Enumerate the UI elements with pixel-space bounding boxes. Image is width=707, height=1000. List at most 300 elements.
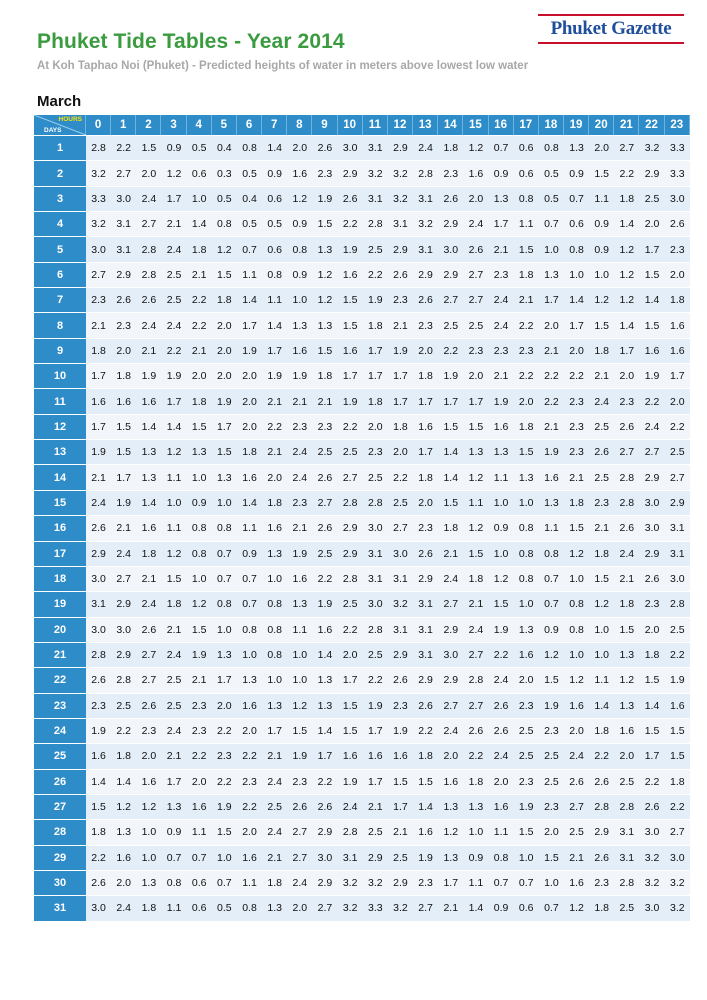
tide-height-cell: 2.4: [489, 287, 514, 312]
tide-height-cell: 1.1: [187, 819, 212, 844]
tide-height-cell: 1.0: [287, 287, 312, 312]
tide-height-cell: 3.1: [413, 617, 438, 642]
tide-height-cell: 0.5: [212, 186, 237, 211]
tide-height-cell: 1.6: [463, 160, 488, 185]
day-label: 19: [34, 591, 86, 616]
tide-height-cell: 1.6: [312, 617, 337, 642]
day-label: 1: [34, 135, 86, 160]
tide-height-cell: 2.8: [86, 135, 111, 160]
day-label: 27: [34, 794, 86, 819]
tide-height-cell: 2.8: [614, 490, 639, 515]
tide-height-cell: 3.1: [363, 541, 388, 566]
tide-height-cell: 2.6: [614, 515, 639, 540]
tide-height-cell: 3.0: [111, 617, 136, 642]
hour-header-15: 15: [463, 115, 488, 135]
tide-height-cell: 0.6: [514, 895, 539, 920]
tide-height-cell: 1.6: [136, 769, 161, 794]
tide-height-cell: 1.7: [413, 388, 438, 413]
tide-height-cell: 2.4: [287, 870, 312, 895]
tide-height-cell: 0.8: [262, 591, 287, 616]
tide-height-cell: 1.8: [237, 439, 262, 464]
tide-height-cell: 3.0: [665, 566, 690, 591]
tide-height-cell: 1.8: [589, 895, 614, 920]
tide-height-cell: 2.5: [161, 667, 186, 692]
tide-height-cell: 2.3: [639, 591, 664, 616]
table-row: [34, 363, 690, 388]
tide-height-cell: 1.0: [262, 667, 287, 692]
tide-height-cell: 2.4: [161, 718, 186, 743]
table-row: [34, 718, 690, 743]
tide-height-cell: 3.1: [614, 819, 639, 844]
tide-height-cell: 2.4: [338, 794, 363, 819]
tide-height-cell: 1.2: [564, 895, 589, 920]
tide-height-cell: 3.0: [338, 135, 363, 160]
tide-height-cell: 1.5: [187, 414, 212, 439]
tide-height-cell: 1.5: [614, 617, 639, 642]
tide-height-cell: 2.3: [212, 743, 237, 768]
tide-height-cell: 1.5: [514, 439, 539, 464]
tide-height-cell: 2.1: [539, 414, 564, 439]
tide-height-cell: 1.7: [665, 363, 690, 388]
tide-height-cell: 1.0: [589, 617, 614, 642]
day-label: 24: [34, 718, 86, 743]
tide-height-cell: 1.5: [438, 414, 463, 439]
tide-height-cell: 2.0: [539, 819, 564, 844]
tide-height-cell: 2.9: [338, 541, 363, 566]
tide-height-cell: 2.3: [363, 439, 388, 464]
tide-height-cell: 1.9: [161, 363, 186, 388]
tide-height-cell: 1.6: [338, 262, 363, 287]
tide-height-cell: 1.9: [665, 667, 690, 692]
tide-height-cell: 2.1: [489, 363, 514, 388]
tide-height-cell: 3.0: [111, 186, 136, 211]
tide-height-cell: 2.7: [665, 464, 690, 489]
tide-height-cell: 2.7: [564, 794, 589, 819]
tide-height-cell: 1.5: [564, 515, 589, 540]
tide-height-cell: 2.4: [136, 186, 161, 211]
tide-height-cell: 2.1: [589, 363, 614, 388]
tide-height-cell: 2.5: [388, 845, 413, 870]
tide-height-cell: 2.0: [187, 769, 212, 794]
tide-height-cell: 2.2: [111, 135, 136, 160]
tide-height-cell: 2.1: [363, 794, 388, 819]
tide-height-cell: 2.4: [614, 541, 639, 566]
tide-height-cell: 1.9: [438, 363, 463, 388]
logo-text: Phuket Gazette: [550, 18, 672, 39]
tide-height-cell: 2.7: [463, 642, 488, 667]
tide-height-cell: 3.2: [388, 160, 413, 185]
tide-height-cell: 0.6: [262, 236, 287, 261]
tide-height-cell: 2.3: [614, 388, 639, 413]
tide-height-cell: 1.3: [312, 236, 337, 261]
tide-height-cell: 2.0: [564, 338, 589, 363]
day-label: 7: [34, 287, 86, 312]
tide-height-cell: 2.4: [111, 541, 136, 566]
tide-height-cell: 1.4: [438, 439, 463, 464]
tide-height-cell: 2.1: [187, 338, 212, 363]
tide-height-cell: 1.5: [589, 160, 614, 185]
tide-height-cell: 1.4: [564, 287, 589, 312]
tide-height-cell: 2.5: [539, 743, 564, 768]
tide-height-cell: 1.1: [489, 819, 514, 844]
day-label: 30: [34, 870, 86, 895]
table-row: [34, 769, 690, 794]
tide-height-cell: 2.3: [589, 490, 614, 515]
tide-height-cell: 2.8: [111, 667, 136, 692]
tide-height-cell: 2.3: [237, 769, 262, 794]
tide-height-cell: 1.9: [287, 541, 312, 566]
tide-height-cell: 0.4: [237, 186, 262, 211]
tide-height-cell: 2.1: [463, 591, 488, 616]
tide-height-cell: 1.4: [463, 895, 488, 920]
tide-height-cell: 1.9: [262, 363, 287, 388]
tide-height-cell: 1.5: [136, 135, 161, 160]
tide-height-cell: 1.5: [287, 718, 312, 743]
tide-height-cell: 2.5: [363, 464, 388, 489]
corner-days-label: DAYS: [44, 127, 62, 134]
tide-height-cell: 1.8: [514, 414, 539, 439]
tide-height-cell: 0.3: [212, 160, 237, 185]
day-label: 20: [34, 617, 86, 642]
tide-height-cell: 1.7: [388, 363, 413, 388]
tide-height-cell: 1.2: [161, 439, 186, 464]
day-label: 13: [34, 439, 86, 464]
tide-height-cell: 2.0: [438, 743, 463, 768]
tide-height-cell: 1.8: [212, 287, 237, 312]
tide-height-cell: 2.1: [161, 617, 186, 642]
day-label: 25: [34, 743, 86, 768]
tide-height-cell: 2.1: [514, 287, 539, 312]
tide-height-cell: 1.0: [514, 591, 539, 616]
tide-height-cell: 1.6: [564, 693, 589, 718]
tide-height-cell: 1.0: [514, 490, 539, 515]
day-label: 14: [34, 464, 86, 489]
tide-height-cell: 3.0: [639, 515, 664, 540]
tide-height-cell: 0.8: [212, 591, 237, 616]
tide-height-cell: 1.2: [287, 186, 312, 211]
tide-height-cell: 2.6: [312, 135, 337, 160]
tide-height-cell: 2.2: [187, 312, 212, 337]
day-label: 23: [34, 693, 86, 718]
tide-height-cell: 2.0: [665, 388, 690, 413]
tide-height-cell: 0.7: [212, 541, 237, 566]
tide-height-cell: 3.0: [86, 236, 111, 261]
tide-height-cell: 2.7: [111, 160, 136, 185]
tide-height-cell: 1.5: [665, 743, 690, 768]
tide-height-cell: 2.4: [161, 642, 186, 667]
tide-height-cell: 2.5: [514, 743, 539, 768]
tide-height-cell: 2.4: [86, 490, 111, 515]
tide-height-cell: 1.2: [161, 541, 186, 566]
tide-height-cell: 2.0: [589, 135, 614, 160]
tide-height-cell: 1.3: [187, 439, 212, 464]
tide-height-cell: 1.7: [438, 388, 463, 413]
tide-height-cell: 2.0: [237, 819, 262, 844]
tide-height-cell: 2.5: [363, 819, 388, 844]
tide-height-cell: 1.0: [589, 642, 614, 667]
tide-height-cell: 1.3: [463, 439, 488, 464]
tide-height-cell: 0.5: [212, 895, 237, 920]
tide-height-cell: 1.2: [111, 794, 136, 819]
tide-height-cell: 1.7: [363, 338, 388, 363]
tide-height-cell: 1.8: [665, 769, 690, 794]
tide-height-cell: 0.9: [539, 617, 564, 642]
tide-height-cell: 2.0: [237, 718, 262, 743]
tide-height-cell: 2.5: [111, 693, 136, 718]
tide-height-cell: 1.9: [539, 693, 564, 718]
table-row: [34, 515, 690, 540]
tide-height-cell: 2.0: [287, 135, 312, 160]
tide-height-cell: 1.7: [564, 312, 589, 337]
tide-height-cell: 2.9: [639, 464, 664, 489]
tide-height-cell: 2.6: [639, 794, 664, 819]
table-row: [34, 312, 690, 337]
tide-height-cell: 3.0: [665, 845, 690, 870]
tide-height-cell: 1.7: [388, 794, 413, 819]
tide-height-cell: 2.9: [665, 490, 690, 515]
hour-header-10: 10: [338, 115, 363, 135]
tide-height-cell: 1.9: [388, 718, 413, 743]
tide-height-cell: 1.4: [136, 414, 161, 439]
tide-height-cell: 2.8: [614, 794, 639, 819]
tide-height-cell: 1.3: [136, 439, 161, 464]
tide-height-cell: 1.6: [111, 388, 136, 413]
tide-height-cell: 1.4: [639, 693, 664, 718]
tide-height-cell: 2.8: [338, 819, 363, 844]
tide-height-cell: 3.2: [363, 870, 388, 895]
tide-height-cell: 3.2: [388, 591, 413, 616]
tide-height-cell: 0.9: [262, 160, 287, 185]
tide-height-cell: 1.0: [589, 262, 614, 287]
tide-height-cell: 2.0: [338, 642, 363, 667]
tide-height-cell: 0.5: [237, 211, 262, 236]
tide-height-cell: 2.6: [564, 769, 589, 794]
tide-height-cell: 0.7: [489, 135, 514, 160]
tide-height-cell: 2.9: [338, 515, 363, 540]
tide-height-cell: 1.6: [187, 794, 212, 819]
tide-height-cell: 2.4: [463, 211, 488, 236]
tide-height-cell: 2.2: [312, 566, 337, 591]
tide-height-cell: 0.7: [539, 566, 564, 591]
day-label: 2: [34, 160, 86, 185]
tide-height-cell: 1.1: [463, 490, 488, 515]
tide-height-cell: 2.1: [312, 388, 337, 413]
table-row: [34, 870, 690, 895]
tide-height-cell: 2.9: [111, 591, 136, 616]
page-title: Phuket Tide Tables - Year 2014: [37, 30, 345, 53]
tide-height-cell: 2.3: [564, 414, 589, 439]
tide-height-cell: 1.0: [463, 819, 488, 844]
tide-height-cell: 2.2: [161, 338, 186, 363]
tide-height-cell: 2.3: [463, 338, 488, 363]
tide-height-cell: 2.1: [187, 262, 212, 287]
tide-height-cell: 1.5: [639, 718, 664, 743]
tide-height-cell: 1.1: [237, 515, 262, 540]
tide-height-cell: 1.5: [589, 312, 614, 337]
tide-height-cell: 2.2: [388, 464, 413, 489]
tide-height-cell: 0.7: [539, 591, 564, 616]
tide-height-cell: 2.2: [363, 262, 388, 287]
day-label: 12: [34, 414, 86, 439]
tide-height-cell: 0.7: [514, 870, 539, 895]
tide-height-cell: 1.6: [539, 464, 564, 489]
tide-height-cell: 2.0: [639, 211, 664, 236]
tide-height-cell: 2.4: [161, 236, 186, 261]
month-label: March: [37, 93, 82, 110]
tide-height-cell: 1.9: [338, 388, 363, 413]
tide-height-cell: 2.8: [614, 870, 639, 895]
tide-height-cell: 1.6: [237, 845, 262, 870]
tide-height-cell: 2.2: [589, 743, 614, 768]
tide-height-cell: 1.3: [287, 312, 312, 337]
tide-height-cell: 2.2: [363, 667, 388, 692]
tide-height-cell: 3.1: [413, 642, 438, 667]
day-label: 5: [34, 236, 86, 261]
tide-height-cell: 1.9: [413, 845, 438, 870]
hour-header-20: 20: [589, 115, 614, 135]
tide-height-cell: 1.2: [589, 591, 614, 616]
tide-height-cell: 2.5: [614, 769, 639, 794]
table-row: [34, 186, 690, 211]
tide-height-cell: 2.7: [136, 667, 161, 692]
tide-height-cell: 1.5: [187, 617, 212, 642]
table-row: [34, 439, 690, 464]
tide-height-cell: 1.3: [212, 642, 237, 667]
tide-height-cell: 2.2: [665, 642, 690, 667]
tide-height-cell: 2.5: [614, 895, 639, 920]
tide-height-cell: 2.6: [312, 515, 337, 540]
tide-height-cell: 3.2: [388, 186, 413, 211]
tide-height-cell: 2.0: [212, 312, 237, 337]
tide-height-cell: 1.3: [111, 819, 136, 844]
tide-height-cell: 2.9: [388, 135, 413, 160]
tide-height-cell: 1.0: [136, 845, 161, 870]
tide-height-cell: 2.2: [86, 845, 111, 870]
tide-height-cell: 2.2: [212, 718, 237, 743]
tide-height-cell: 1.3: [539, 262, 564, 287]
tide-height-cell: 1.9: [237, 338, 262, 363]
tide-height-cell: 0.8: [187, 515, 212, 540]
tide-height-cell: 2.1: [539, 338, 564, 363]
tide-height-cell: 2.9: [111, 262, 136, 287]
tide-height-cell: 1.6: [287, 566, 312, 591]
tide-height-cell: 0.8: [187, 541, 212, 566]
tide-height-cell: 2.6: [287, 794, 312, 819]
day-label: 26: [34, 769, 86, 794]
tide-height-cell: 1.3: [489, 186, 514, 211]
day-label: 4: [34, 211, 86, 236]
day-label: 28: [34, 819, 86, 844]
tide-height-cell: 2.4: [413, 135, 438, 160]
tide-height-cell: 1.7: [438, 870, 463, 895]
tide-height-cell: 0.8: [564, 617, 589, 642]
tide-height-cell: 3.3: [665, 135, 690, 160]
tide-height-cell: 2.4: [262, 819, 287, 844]
tide-height-cell: 1.7: [388, 388, 413, 413]
day-label: 8: [34, 312, 86, 337]
tide-height-cell: 3.1: [413, 236, 438, 261]
tide-height-cell: 1.9: [86, 718, 111, 743]
tide-height-cell: 2.7: [388, 515, 413, 540]
tide-height-cell: 2.6: [489, 693, 514, 718]
tide-height-cell: 2.0: [363, 414, 388, 439]
hour-header-8: 8: [287, 115, 312, 135]
tide-height-cell: 2.9: [388, 870, 413, 895]
tide-height-cell: 2.8: [136, 262, 161, 287]
hour-header-18: 18: [539, 115, 564, 135]
tide-height-cell: 1.1: [161, 895, 186, 920]
tide-height-cell: 2.9: [338, 160, 363, 185]
tide-height-cell: 2.0: [463, 186, 488, 211]
tide-height-cell: 1.2: [614, 262, 639, 287]
tide-height-cell: 2.0: [237, 414, 262, 439]
tide-height-cell: 1.8: [438, 515, 463, 540]
tide-height-cell: 1.3: [136, 870, 161, 895]
tide-height-cell: 2.2: [338, 414, 363, 439]
tide-height-cell: 1.6: [489, 794, 514, 819]
tide-height-cell: 2.3: [312, 414, 337, 439]
tide-height-cell: 2.5: [363, 642, 388, 667]
tide-height-cell: 3.0: [639, 819, 664, 844]
tide-height-cell: 2.2: [111, 718, 136, 743]
tide-height-cell: 1.2: [589, 287, 614, 312]
tide-height-cell: 2.4: [161, 312, 186, 337]
tide-height-cell: 1.3: [262, 693, 287, 718]
tide-height-cell: 2.3: [489, 262, 514, 287]
hour-header-1: 1: [111, 115, 136, 135]
tide-height-cell: 1.3: [438, 794, 463, 819]
day-label: 22: [34, 667, 86, 692]
tide-height-cell: 2.3: [413, 515, 438, 540]
tide-height-cell: 2.7: [463, 287, 488, 312]
tide-height-cell: 0.7: [212, 566, 237, 591]
tide-height-cell: 2.3: [514, 693, 539, 718]
tide-height-cell: 0.8: [212, 211, 237, 236]
tide-height-cell: 1.9: [187, 642, 212, 667]
tide-height-cell: 3.1: [111, 211, 136, 236]
tide-height-cell: 1.2: [463, 515, 488, 540]
tide-height-cell: 0.7: [212, 870, 237, 895]
tide-height-cell: 1.4: [262, 312, 287, 337]
table-row: [34, 414, 690, 439]
tide-height-cell: 1.3: [312, 312, 337, 337]
tide-height-cell: 1.8: [312, 363, 337, 388]
tide-height-cell: 1.6: [639, 338, 664, 363]
tide-height-cell: 3.2: [665, 895, 690, 920]
tide-height-cell: 1.1: [514, 211, 539, 236]
tide-height-cell: 2.8: [136, 236, 161, 261]
tide-height-cell: 1.5: [111, 414, 136, 439]
tide-height-cell: 2.9: [438, 617, 463, 642]
tide-height-cell: 2.7: [438, 287, 463, 312]
tide-height-cell: 1.2: [287, 693, 312, 718]
tide-height-cell: 3.1: [665, 541, 690, 566]
tide-height-cell: 1.0: [564, 262, 589, 287]
tide-height-cell: 1.6: [614, 718, 639, 743]
table-row: [34, 845, 690, 870]
tide-height-cell: 0.9: [161, 819, 186, 844]
tide-height-cell: 1.8: [564, 490, 589, 515]
tide-height-cell: 1.3: [514, 464, 539, 489]
hour-header-19: 19: [564, 115, 589, 135]
tide-height-cell: 1.2: [212, 236, 237, 261]
tide-height-cell: 1.5: [312, 338, 337, 363]
tide-height-cell: 2.3: [287, 490, 312, 515]
tide-height-cell: 2.0: [514, 388, 539, 413]
tide-height-cell: 2.5: [363, 236, 388, 261]
tide-height-cell: 2.6: [136, 693, 161, 718]
tide-height-cell: 1.0: [262, 566, 287, 591]
